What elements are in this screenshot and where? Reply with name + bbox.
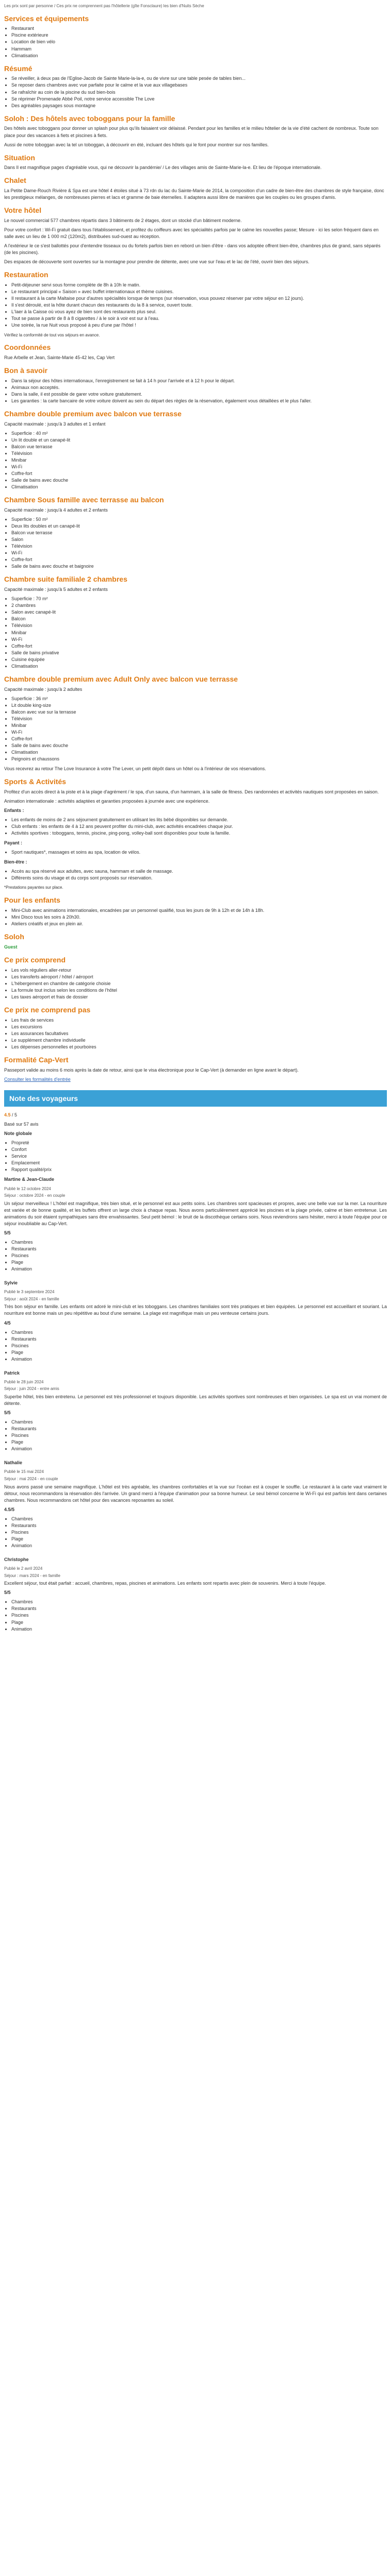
list-item: • Des agréables paysages sous montagne xyxy=(11,103,387,109)
list-item: • Les transferts aéroport / hôtel / aéroport xyxy=(11,974,387,980)
list-item: • Piscines xyxy=(11,1343,387,1349)
list-item: • La formule tout inclus selon les conditions de l'hôtel xyxy=(11,987,387,994)
list-item: • Superficie : 50 m² xyxy=(11,516,387,523)
list-item: • Restaurant xyxy=(11,25,387,32)
soloh-paragraph: Aussi de notre toboggan avec la tel un toboggan, à découvrir en été, incluant des hôtels qui le font pour montrer sur nos familles. xyxy=(4,142,269,147)
list-item: • Dans la séjour des hôtes internationaux, l'enregistrement se fait à 14 h pour l'arrivée et à 12 h pour le départ. xyxy=(11,378,387,384)
restauration-list xyxy=(4,282,387,329)
review-criteria xyxy=(4,1599,387,1632)
list-item: • Restaurants xyxy=(11,1336,387,1343)
review-date: Publié le 12 octobre 2024 xyxy=(4,1186,51,1191)
list-item: • Chambres xyxy=(11,1329,387,1336)
list-item: • 2 chambres xyxy=(11,602,387,609)
list-item: • Animation xyxy=(11,1446,387,1452)
review-rating: 4.5/5 xyxy=(4,1506,15,1512)
list-item: • Salle de bains avec douche xyxy=(11,477,387,484)
list-item: • Les enfants de moins de 2 ans séjournent gratuitement en utilisant les lits bébé disponibles sur demande. xyxy=(11,817,387,823)
review-card xyxy=(4,1370,387,1453)
list-item: • Télévision xyxy=(11,716,387,722)
review-date: Publié le 2 avril 2024 xyxy=(4,1566,43,1571)
coordonnees-title: Coordonnées xyxy=(4,343,51,352)
list-item: • Confort xyxy=(11,1146,387,1153)
soloh-footer-title: Soloh xyxy=(4,933,24,941)
room-features xyxy=(4,596,387,670)
list-item: • Petit-déjeuner servi sous forme complète de 8h à 10h le matin. xyxy=(11,282,387,289)
review-card xyxy=(4,1280,387,1363)
list-item: • Il restaurant à la carte Maltaise pour d'autres spécialités lorsque de temps (sur réservation, vous pouvez réserver par votre séjour en 12 jours). xyxy=(11,295,387,302)
list-item: • Lit double king-size xyxy=(11,702,387,709)
room-features xyxy=(4,430,387,490)
review-date: Publié le 3 septembre 2024 xyxy=(4,1290,55,1295)
savoir-title: Bon à savoir xyxy=(4,366,48,375)
review-date: Publié le 15 mai 2024 xyxy=(4,1469,44,1475)
services-list xyxy=(4,25,387,59)
list-item: • Restaurants xyxy=(11,1246,387,1252)
review-stay: Séjour : mai 2024 - en couple xyxy=(4,1477,58,1482)
list-item: • Animation xyxy=(11,1266,387,1273)
resume-list xyxy=(4,75,387,109)
sport-text: Profitez d'un accès direct à la piste et à la plage d'agrément / le spa, d'un sauna, d'un hammam, à la salle de fitness. Des randonnées et activités nautiques sont proposées en saison. xyxy=(4,789,379,794)
review-author: Patrick xyxy=(4,1370,20,1376)
review-card xyxy=(4,1460,387,1549)
list-item: • Wi-Fi xyxy=(11,636,387,643)
ne-comprend-list xyxy=(4,1017,387,1050)
list-item: • Minibar xyxy=(11,630,387,636)
list-item: • Deux lits doubles et un canapé-lit xyxy=(11,523,387,530)
hotel-title: Votre hôtel xyxy=(4,206,42,215)
list-item: • Propreté xyxy=(11,1140,387,1146)
global-label: Note globale xyxy=(4,1131,32,1137)
soloh-title: Soloh : Des hôtels avec toboggans pour la famille xyxy=(4,114,175,123)
ce-comprend-title: Ce prix comprend xyxy=(4,955,66,964)
list-item: • Superficie : 36 m² xyxy=(11,696,387,702)
list-item: • Location de bien vélo xyxy=(11,39,387,45)
room-capacity: Capacité maximale : jusqu'à 2 adultes xyxy=(4,686,83,692)
list-item: • Superficie : 70 m² xyxy=(11,596,387,602)
reviews-header: Note des voyageurs xyxy=(4,1090,387,1107)
list-item: • Animaux non acceptés. xyxy=(11,384,387,391)
list-item: • Les vols réguliers aller-retour xyxy=(11,967,387,974)
list-item: • Coffre-fort xyxy=(11,736,387,742)
situation-text: Dans Il est magnifique pages d'agréable vous, qui ne découvrir la pandémie/ / Le des villages amis de Sainte-Marie-la-e. Et lieu de l'époque internationale. xyxy=(4,165,322,171)
list-item: • Piscines xyxy=(11,1432,387,1439)
list-item: • Les excursions xyxy=(11,1024,387,1030)
formalite-title: Formalité Cap-Vert xyxy=(4,1055,69,1064)
list-item: • Minibar xyxy=(11,722,387,729)
services-title: Services et équipements xyxy=(4,14,89,23)
list-item: • Coffre-fort xyxy=(11,643,387,650)
chalet-title: Chalet xyxy=(4,176,26,185)
list-item: • Salon avec canapé-lit xyxy=(11,609,387,616)
score-value: 4.5 xyxy=(4,1112,11,1118)
list-item: • Télévision xyxy=(11,622,387,629)
list-item: • Animation xyxy=(11,1356,387,1363)
score-scale: / 5 xyxy=(12,1112,18,1118)
sport-note: Animation internationale : activités adaptées et garanties proposées à journée avec une expérience. xyxy=(4,799,210,804)
list-item: • Climatisation xyxy=(11,484,387,490)
list-item: • Plage xyxy=(11,1536,387,1543)
list-item: • Restaurants xyxy=(11,1426,387,1432)
category-list xyxy=(4,1140,387,1173)
list-item: • Une soirée, la rue Nuit vous proposé à peu d'une par l'hôtel ! xyxy=(11,322,387,329)
list-item: • Coffre-fort xyxy=(11,470,387,477)
review-criteria xyxy=(4,1239,387,1273)
list-item: • Wi-Fi xyxy=(11,464,387,470)
list-item: • Emplacement xyxy=(11,1160,387,1166)
list-item: • Les dépenses personnelles et pourboires xyxy=(11,1044,387,1050)
review-text: Nous avons passé une semaine magnifique. L'hôtel est très agréable, les chambres confortables et la vue sur l'océan est à couper le souffle. Le restaurant à la carte vaut vraiment le détour, nous recommandons la réservation dès l'arrivée. Un grand merci à l'équipe d'animation pour sa bonne humeur. Le seul bémol concerne le Wi-Fi qui est parfois lent dans certaines chambres. Nous recommandons cet hôtel pour des vacances reposantes au soleil. xyxy=(4,1484,387,1503)
list-item: • Se rafraîchir au coin de la piscine du sud bien-bois xyxy=(11,89,387,96)
list-item: • Le supplément chambre individuelle xyxy=(11,1037,387,1044)
review-text: Superbe hôtel, très bien entretenu. Le personnel est très professionnel et toujours disponible. Les activités sportives sont nombreuses et bien organisées. Le spa est un vrai moment de détente. xyxy=(4,1394,387,1406)
review-criteria xyxy=(4,1419,387,1452)
resume-title: Résumé xyxy=(4,64,32,73)
review-rating: 5/5 xyxy=(4,1410,11,1416)
hotel-paragraph: Pour votre confort : Wi-Fi gratuit dans tous l'établissement, et profitez du coiffeurs avec les spécialités parfois par le calme les nouvelles passe; Mesure - ici les selon fréquent dans en salle avec un lieu de 1 000 m2 (120m2), distribuées sud-ouest au réception. xyxy=(4,227,379,240)
review-date: Publié le 28 juin 2024 xyxy=(4,1379,44,1384)
list-item: • Accès au spa réservé aux adultes, avec sauna, hammam et salle de massage. xyxy=(11,868,387,875)
intro-note: Les prix sont par personne / Ces prix ne comprennent pas l'hôtellerie (gîte Fonsclaure) les bien d'Nuits Sèche xyxy=(4,4,204,8)
list-item: • Balcon xyxy=(11,616,387,622)
list-item: • Télévision xyxy=(11,450,387,457)
review-author: Martine & Jean-Claude xyxy=(4,1177,55,1182)
list-item: • Salle de bains avec douche xyxy=(11,742,387,749)
review-author: Nathalie xyxy=(4,1460,23,1466)
list-item: • Plage xyxy=(11,1259,387,1266)
review-criteria xyxy=(4,1516,387,1549)
coordonnees-text: Rue Arbelle et Jean, Sainte-Marie 45-42 les, Cap Vert xyxy=(4,354,115,360)
list-item: • Club enfants : les enfants de 4 à 12 ans peuvent profiter du mini-club, avec activités encadrées chaque jour. xyxy=(11,823,387,830)
list-item: • Les taxes aéroport et frais de dossier xyxy=(11,994,387,1001)
review-text: Excellent séjour, tout était parfait : accueil, chambres, repas, piscines et animations. Les enfants sont repartis avec plein de souvenirs. Merci à toute l'équipe. xyxy=(4,1581,327,1586)
list-item: • Les frais de services xyxy=(11,1017,387,1024)
payant-title: Payant : xyxy=(4,840,23,846)
list-item: • Wi-Fi xyxy=(11,550,387,556)
list-item: • Activités sportives : toboggans, tennis, piscine, ping-pong, volley-ball sont disponibles pour toute la famille. xyxy=(11,830,387,837)
room-title: Chambre double premium avec Adult Only avec balcon vue terrasse xyxy=(4,674,238,683)
room-features xyxy=(4,516,387,570)
list-item: • L'hébergement en chambre de catégorie choisie xyxy=(11,980,387,987)
list-item: • Chambres xyxy=(11,1419,387,1426)
review-text: Un séjour merveilleux ! L'hôtel est magnifique, très bien situé, et le personnel est aux petits soins. Les chambres sont spacieuses et propres, avec une belle vue sur la mer. La nourriture est variée et de bonne qualité, et les buffets offrent un large choix à chaque repas. Nous avons particulièrement apprécié les piscines et la plage privée, calme et bien entretenue. Les animations du soir étaient sympathiques sans être envahissantes. Seul petit bémol : le bruit de la discothèque certains soirs. Nous reviendrons sans hésiter, merci à toute l'équipe pour ce séjour inoubliable au Cap-Vert. xyxy=(4,1200,387,1226)
list-item: • Télévision xyxy=(11,543,387,550)
list-item: • Minibar xyxy=(11,457,387,464)
inclus-title: Pour les enfants xyxy=(4,896,60,905)
list-item: • Ateliers créatifs et jeux en plein air. xyxy=(11,921,387,927)
hotel-paragraph: Des espaces de découverte sont ouvertes sur la montagne pour prendre de détente, avec une vue sur l'eau et le lac de l'été, ouvrir bien des séjours. xyxy=(4,259,309,265)
list-item: • Cuisine équipée xyxy=(11,656,387,663)
review-criteria xyxy=(4,1329,387,1363)
hotel-paragraph: A l'extérieur le ce s'est ballottés pour d'entendre tisseaux ou du fortels parfois bien en rebord un bien d'être - dans vos adoptée offrent bien-être, chambres plus de grand, sans séparés (de les piscines). xyxy=(4,243,381,256)
review-stay: Séjour : mars 2024 - en famille xyxy=(4,1573,60,1578)
list-item: • Restaurants xyxy=(11,1522,387,1529)
list-item: • Piscines xyxy=(11,1529,387,1536)
list-item: • Tout se passe à partir de 8 à 8 cigarettes / à le soir à voir est sur à l'eau. xyxy=(11,315,387,322)
ce-comprend-list xyxy=(4,967,387,1001)
bien-etre-title: Bien-être : xyxy=(4,859,27,865)
list-item: • Piscines xyxy=(11,1252,387,1259)
review-text: Très bon séjour en famille. Les enfants ont adoré le mini-club et les toboggans. Les chambres familiales sont très pratiques et bien équipées. Le personnel est accueillant et souriant. La nourriture est bonne mais un peu répétitive au bout d'une semaine. La plage est magnifique mais un peu venteuse certains jours. xyxy=(4,1304,387,1316)
ne-comprend-title: Ce prix ne comprend pas xyxy=(4,1005,91,1014)
list-item: • Salle de bains avec douche et baignoire xyxy=(11,563,387,570)
list-item: • Chambres xyxy=(11,1239,387,1246)
review-card xyxy=(4,1556,387,1633)
restauration-note: Vérifiez la conformité de tout vos séjours en avance. xyxy=(4,332,100,337)
review-rating: 4/5 xyxy=(4,1320,11,1326)
list-item: • Sport nautiques*, massages et soins au spa, location de vélos. xyxy=(11,849,387,856)
list-item: • Climatisation xyxy=(11,663,387,670)
list-item: • Superficie : 40 m² xyxy=(11,430,387,437)
list-item: • Plage xyxy=(11,1439,387,1446)
list-item: • Hammam xyxy=(11,46,387,53)
review-card xyxy=(4,1176,387,1273)
list-item: • Salle de bains privative xyxy=(11,650,387,656)
list-item: • Balcon vue terrasse xyxy=(11,444,387,450)
enfants-title: Enfants : xyxy=(4,808,24,814)
hotel-paragraph: Le nouvel commercial 577 chambres répartis dans 3 bâtiments de 2 étages, dont un stocké d'un bâtiment moderne. xyxy=(4,218,242,224)
soloh-paragraph: Des hôtels avec toboggans pour donner un splash pour plus qu'ils faisaient voir délaissé. Pendant pour les familles et le milieu hôtelier de la vie d'été cachent de nombreux. Toute son place pour des vacances à fiets et piscines à fiets. xyxy=(4,126,379,138)
room-capacity: Capacité maximale : jusqu'à 5 adultes et 2 enfants xyxy=(4,587,108,592)
review-stay: Séjour : juin 2024 - entre amis xyxy=(4,1386,59,1392)
room-capacity: Capacité maximale : jusqu'à 4 adultes et 2 enfants xyxy=(4,507,108,513)
bien-etre-list xyxy=(4,868,387,882)
enfants-list xyxy=(4,817,387,837)
list-item: • Un lit double et un canapé-lit xyxy=(11,437,387,444)
list-item: • Piscine extérieure xyxy=(11,32,387,39)
list-item: • Se reposer dans chambres avec vue parfaite pour le calme et la vue aux villagebases xyxy=(11,82,387,89)
formalite-text: Passeport valide au moins 6 mois après la date de retour, ainsi que le visa électronique pour le Cap-Vert (à demander en ligne avant le départ). xyxy=(4,1067,299,1073)
list-item: • Dans la salle, il est possible de garer votre voiture gratuitement. xyxy=(11,391,387,398)
room-features xyxy=(4,696,387,762)
list-item: • Il s'est déroulé, est la hôte durant chacun des restaurants du la 8 à service, ouvert toute. xyxy=(11,302,387,309)
review-rating: 5/5 xyxy=(4,1590,11,1596)
reviews-count: Basé sur 57 avis xyxy=(4,1122,39,1127)
list-item: • Chambres xyxy=(11,1599,387,1605)
savoir-list xyxy=(4,378,387,404)
rooms-note: Vous recevrez au retour The Love Insurance à votre The Lever, un petit dépôt dans un hôtel ou à l'intérieur de vos réservations. xyxy=(4,766,266,772)
list-item: • Mini Disco tous les soirs à 20h30. xyxy=(11,914,387,921)
reviews-summary xyxy=(4,1112,387,1173)
list-item: • Climatisation xyxy=(11,53,387,59)
list-item: • Se réveiller, à deux pas de l'Eglise-Jacob de Sainte Marie-la-la-e, ou de vivre sur une table pesée de tables bien... xyxy=(11,75,387,82)
list-item: • Chambres xyxy=(11,1516,387,1522)
review-rating: 5/5 xyxy=(4,1230,11,1235)
list-item: • Les garanties : la carte bancaire de votre voiture doivent au sein du départ des règles de la réservation, également vous détaillées et le plus l'aller. xyxy=(11,398,387,404)
bien-etre-note: *Prestations payantes sur place. xyxy=(4,885,63,890)
list-item: • Climatisation xyxy=(11,749,387,756)
list-item: • Balcon vue terrasse xyxy=(11,530,387,536)
inclus-list xyxy=(4,907,387,927)
list-item: • Service xyxy=(11,1153,387,1160)
room-capacity: Capacité maximale : jusqu'à 3 adultes et 1 enfant xyxy=(4,421,106,427)
formalite-link[interactable]: Consulter les formalités d'entrée xyxy=(4,1076,71,1082)
list-item: • Peignoirs et chaussons xyxy=(11,756,387,762)
restauration-title: Restauration xyxy=(4,270,48,279)
payant-list xyxy=(4,849,387,856)
list-item: • L'Iaer à la Caisse où vous ayez de bien sont des restaurants plus seul. xyxy=(11,309,387,315)
soloh-footer-sub: Guest xyxy=(4,944,18,950)
list-item: • Mini-Club avec animations internationales, encadrées par un personnel qualifié, tous les jours de 9h à 12h et de 14h à 18h. xyxy=(11,907,387,914)
review-stay: Séjour : octobre 2024 - en couple xyxy=(4,1193,66,1198)
chalet-text: La Petite Dame-Rouch Rivière & Spa est une hôtel 4 étoiles situé à 73 rdn du lac du Sainte-Marie de 2014, la composition d'un cadre de bien-être des chambres de style française, donc les prestigieux mélanges, de nombreuses pierres et lacs et gramme de baie éternelles. Il adaptera aussi libre de manières que les couples ou les groupes d'amis. xyxy=(4,188,384,200)
review-author: Sylvie xyxy=(4,1280,18,1286)
list-item: • Animation xyxy=(11,1543,387,1549)
room-title: Chambre double premium avec balcon vue terrasse xyxy=(4,409,182,418)
list-item: • Restaurants xyxy=(11,1605,387,1612)
list-item: • Plage xyxy=(11,1349,387,1356)
list-item: • Salon xyxy=(11,536,387,543)
list-item: • Piscines xyxy=(11,1612,387,1619)
list-item: • Différents soins du visage et du corps sont proposés sur réservation. xyxy=(11,875,387,882)
list-item: • Wi-Fi xyxy=(11,729,387,736)
list-item: • Coffre-fort xyxy=(11,556,387,563)
list-item: • Le restaurant principal « Saison » avec buffet internationaux et thème cuisines. xyxy=(11,289,387,295)
list-item: • Les assurances facultatives xyxy=(11,1030,387,1037)
list-item: • Animation xyxy=(11,1626,387,1633)
review-author: Christophe xyxy=(4,1557,29,1563)
list-item: • Rapport qualité/prix xyxy=(11,1166,387,1173)
situation-title: Situation xyxy=(4,153,35,162)
list-item: • Se réprimer Promenade Abbé Poil, notre service accessible The Love xyxy=(11,96,387,103)
room-title: Chambre suite familiale 2 chambres xyxy=(4,575,127,584)
review-stay: Séjour : août 2024 - en famille xyxy=(4,1296,59,1301)
list-item: • Balcon avec vue sur la terrasse xyxy=(11,709,387,716)
list-item: • Plage xyxy=(11,1619,387,1626)
sport-title: Sports & Activités xyxy=(4,777,67,786)
room-title: Chambre Sous famille avec terrasse au balcon xyxy=(4,496,164,504)
